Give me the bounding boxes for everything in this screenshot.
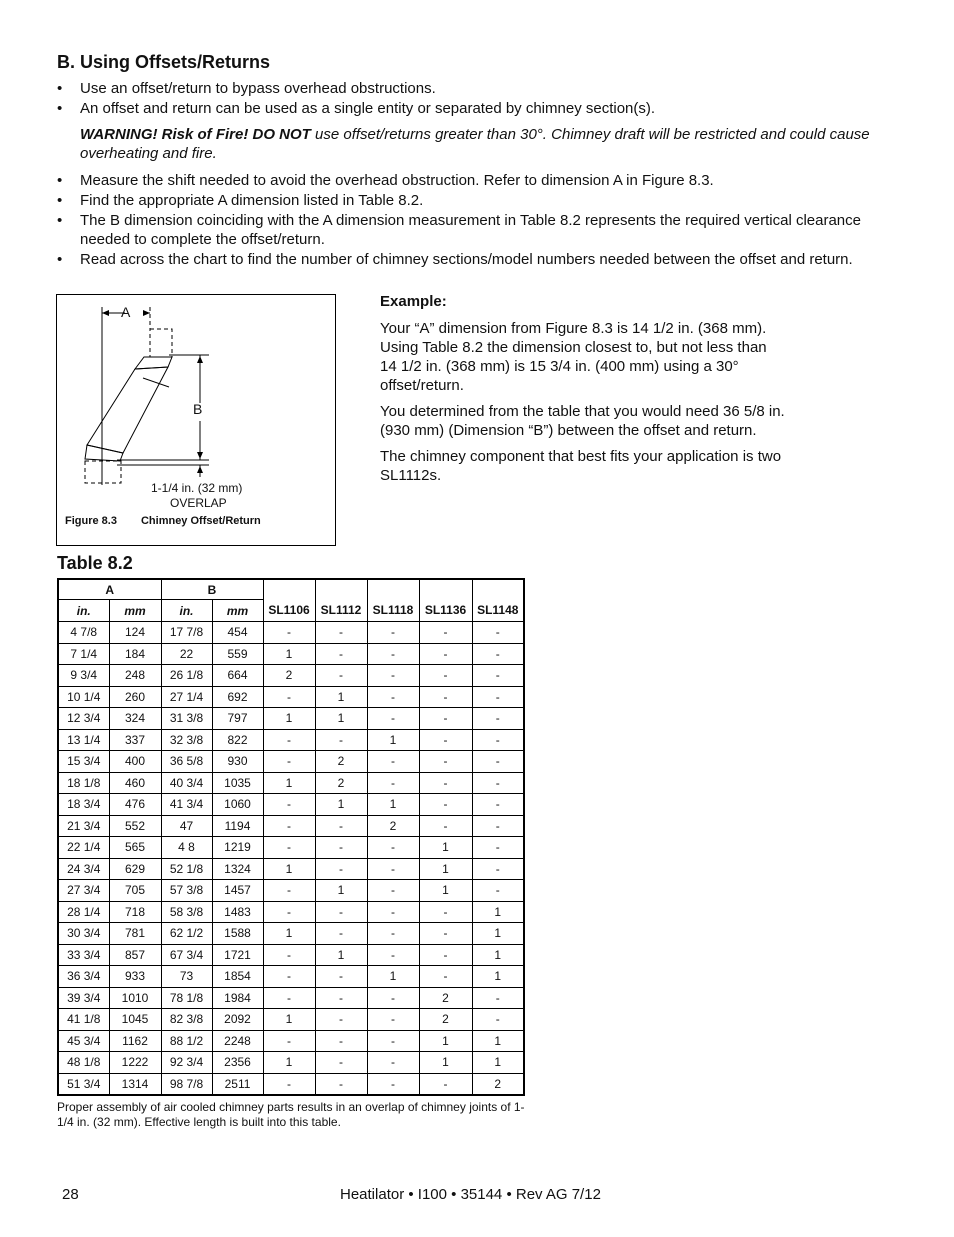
table-cell: 30 3/4: [58, 923, 109, 945]
table-cell: -: [419, 751, 472, 773]
table-cell: -: [263, 751, 315, 773]
warning-text: use offset/returns greater than 30°. Chimney draft will be restricted and could cause overheating and fire.: [80, 126, 870, 162]
table-cell: 24 3/4: [58, 858, 109, 880]
table-cell: -: [367, 1030, 419, 1052]
table-cell: -: [367, 686, 419, 708]
table-cell: 184: [109, 643, 161, 665]
offset-table: [57, 578, 525, 1096]
table-cell: 1162: [109, 1030, 161, 1052]
table-cell: 460: [109, 772, 161, 794]
table-cell: 51 3/4: [58, 1073, 109, 1095]
table-cell: 31 3/8: [161, 708, 212, 730]
table-cell: 124: [109, 622, 161, 644]
table-cell: 1314: [109, 1073, 161, 1095]
table-cell: 718: [109, 901, 161, 923]
table-row: [58, 1030, 524, 1052]
table-cell: 664: [212, 665, 263, 687]
table-cell: -: [367, 987, 419, 1009]
column-header-model: SL1136: [419, 579, 472, 622]
example-block: [380, 292, 785, 492]
table-cell: 1854: [212, 966, 263, 988]
table-cell: 1: [263, 708, 315, 730]
table-cell: 705: [109, 880, 161, 902]
table-cell: 781: [109, 923, 161, 945]
table-cell: -: [419, 1073, 472, 1095]
table-cell: -: [315, 1009, 367, 1031]
column-group-b: B: [161, 579, 263, 600]
table-cell: 1: [419, 858, 472, 880]
table-cell: 1: [315, 686, 367, 708]
table-cell: -: [263, 622, 315, 644]
table-cell: 1: [419, 1052, 472, 1074]
table-cell: 1: [419, 880, 472, 902]
table-cell: -: [472, 708, 524, 730]
section-title: B. Using Offsets/Returns: [57, 52, 271, 72]
table-cell: -: [367, 643, 419, 665]
table-cell: 1: [472, 923, 524, 945]
table-cell: -: [263, 966, 315, 988]
table-note: Proper assembly of air cooled chimney parts results in an overlap of chimney joints of 1-1/4 in. (32 mm). Effective length is built into this table.: [57, 1100, 525, 1129]
bullet-list-bottom: [57, 171, 907, 270]
table-cell: -: [472, 880, 524, 902]
table-cell: 2: [315, 772, 367, 794]
table-cell: 41 1/8: [58, 1009, 109, 1031]
table-cell: 1721: [212, 944, 263, 966]
table-cell: 1: [263, 772, 315, 794]
column-group-a: A: [58, 579, 161, 600]
table-cell: -: [419, 622, 472, 644]
table-cell: -: [263, 794, 315, 816]
table-cell: -: [472, 815, 524, 837]
table-cell: -: [367, 751, 419, 773]
table-row: [58, 665, 524, 687]
table-cell: -: [263, 901, 315, 923]
table-cell: -: [419, 966, 472, 988]
table-cell: 28 1/4: [58, 901, 109, 923]
table-cell: 40 3/4: [161, 772, 212, 794]
table-cell: 454: [212, 622, 263, 644]
table-cell: 9 3/4: [58, 665, 109, 687]
table-cell: -: [315, 923, 367, 945]
table-cell: -: [315, 729, 367, 751]
table-cell: 1483: [212, 901, 263, 923]
table-cell: 1060: [212, 794, 263, 816]
table-cell: 36 5/8: [161, 751, 212, 773]
table-cell: -: [315, 858, 367, 880]
table-cell: 48 1/8: [58, 1052, 109, 1074]
table-row: [58, 772, 524, 794]
table-body: [58, 622, 524, 1096]
table-cell: 1: [472, 966, 524, 988]
table-cell: -: [419, 665, 472, 687]
figure-8-3: [56, 294, 336, 546]
table-row: [58, 1009, 524, 1031]
table-cell: -: [263, 729, 315, 751]
table-cell: -: [367, 944, 419, 966]
table-cell: 18 3/4: [58, 794, 109, 816]
table-cell: 692: [212, 686, 263, 708]
table-cell: -: [419, 794, 472, 816]
figure-number: Figure 8.3: [65, 515, 117, 527]
table-cell: -: [472, 858, 524, 880]
table-cell: 2511: [212, 1073, 263, 1095]
table-cell: 1045: [109, 1009, 161, 1031]
table-cell: -: [367, 665, 419, 687]
bullet-item: • Read across the chart to find the number of chimney sections/model numbers needed between the offset and return.: [57, 250, 907, 269]
table-cell: -: [419, 708, 472, 730]
example-paragraph-2: You determined from the table that you would need 36 5/8 in. (930 mm) (Dimension “B”) between the offset and return.: [380, 403, 785, 439]
table-cell: -: [263, 1073, 315, 1095]
table-cell: 1: [472, 944, 524, 966]
table-cell: -: [367, 1052, 419, 1074]
table-cell: -: [367, 880, 419, 902]
table-cell: 1222: [109, 1052, 161, 1074]
table-cell: 45 3/4: [58, 1030, 109, 1052]
table-cell: 1: [367, 966, 419, 988]
table-cell: 57 3/8: [161, 880, 212, 902]
table-cell: -: [263, 815, 315, 837]
table-cell: 78 1/8: [161, 987, 212, 1009]
table-cell: 52 1/8: [161, 858, 212, 880]
table-cell: -: [315, 622, 367, 644]
table-cell: 857: [109, 944, 161, 966]
table-cell: -: [263, 987, 315, 1009]
table-cell: 82 3/8: [161, 1009, 212, 1031]
table-row: [58, 815, 524, 837]
table-cell: 98 7/8: [161, 1073, 212, 1095]
table-cell: 260: [109, 686, 161, 708]
table-cell: -: [315, 837, 367, 859]
table-cell: -: [315, 901, 367, 923]
column-header-a-in: in.: [58, 600, 109, 622]
table-cell: -: [367, 1009, 419, 1031]
table-cell: 1: [472, 901, 524, 923]
table-cell: 22 1/4: [58, 837, 109, 859]
table-cell: -: [367, 708, 419, 730]
table-cell: 22: [161, 643, 212, 665]
table-cell: 4 8: [161, 837, 212, 859]
table-cell: 17 7/8: [161, 622, 212, 644]
table-row: [58, 923, 524, 945]
table-cell: -: [367, 1073, 419, 1095]
table-cell: 21 3/4: [58, 815, 109, 837]
table-cell: 62 1/2: [161, 923, 212, 945]
table-cell: 400: [109, 751, 161, 773]
table-cell: -: [472, 751, 524, 773]
table-cell: -: [419, 815, 472, 837]
example-heading: Example:: [380, 293, 447, 310]
warning-bold: WARNING! Risk of Fire! DO NOT: [80, 126, 311, 143]
table-cell: -: [315, 1030, 367, 1052]
table-row: [58, 1073, 524, 1095]
table-cell: 2356: [212, 1052, 263, 1074]
table-cell: -: [472, 794, 524, 816]
table-cell: 565: [109, 837, 161, 859]
table-cell: 337: [109, 729, 161, 751]
table-cell: 324: [109, 708, 161, 730]
table-cell: 797: [212, 708, 263, 730]
table-cell: 13 1/4: [58, 729, 109, 751]
table-cell: 1: [419, 837, 472, 859]
table-cell: -: [315, 643, 367, 665]
table-cell: -: [472, 729, 524, 751]
table-cell: -: [472, 665, 524, 687]
table-cell: -: [315, 966, 367, 988]
table-cell: 1: [472, 1030, 524, 1052]
table-cell: 32 3/8: [161, 729, 212, 751]
column-header-model: SL1118: [367, 579, 419, 622]
column-header-b-mm: mm: [212, 600, 263, 622]
table-cell: -: [263, 944, 315, 966]
table-cell: 933: [109, 966, 161, 988]
table-cell: -: [419, 901, 472, 923]
table-cell: -: [419, 944, 472, 966]
bullet-item: • Find the appropriate A dimension listed in Table 8.2.: [57, 191, 907, 210]
dimension-b-label: B: [193, 401, 203, 417]
example-paragraph-1: Your “A” dimension from Figure 8.3 is 14 1/2 in. (368 mm). Using Table 8.2 the dimension closest to, but not less than 14 1/2 in. (368 mm) is 15 3/4 in. (400 mm) using a 30° offset/return.: [380, 320, 767, 394]
table-cell: 33 3/4: [58, 944, 109, 966]
table-cell: -: [472, 643, 524, 665]
table-cell: 15 3/4: [58, 751, 109, 773]
overlap-dimension: 1-1/4 in. (32 mm): [151, 481, 243, 495]
table-cell: 7 1/4: [58, 643, 109, 665]
figure-caption: [65, 515, 261, 527]
table-cell: -: [263, 1030, 315, 1052]
table-cell: -: [315, 1073, 367, 1095]
table-cell: 552: [109, 815, 161, 837]
table-cell: 27 1/4: [161, 686, 212, 708]
column-header-b-in: in.: [161, 600, 212, 622]
table-cell: 1: [315, 944, 367, 966]
table-cell: 2092: [212, 1009, 263, 1031]
table-cell: 1: [263, 1052, 315, 1074]
table-row: [58, 837, 524, 859]
table-cell: -: [367, 923, 419, 945]
table-cell: -: [315, 1052, 367, 1074]
table-cell: 1: [315, 880, 367, 902]
page-number: 28: [62, 1186, 79, 1203]
table-cell: 10 1/4: [58, 686, 109, 708]
overlap-label: OVERLAP: [170, 496, 227, 510]
table-row: [58, 901, 524, 923]
bullet-item: • An offset and return can be used as a single entity or separated by chimney section(s).: [57, 99, 907, 118]
table-cell: -: [472, 837, 524, 859]
column-header-model: SL1148: [472, 579, 524, 622]
table-cell: 1010: [109, 987, 161, 1009]
table-cell: 41 3/4: [161, 794, 212, 816]
table-cell: 1: [472, 1052, 524, 1074]
column-header-a-mm: mm: [109, 600, 161, 622]
table-cell: -: [367, 622, 419, 644]
table-row: [58, 880, 524, 902]
table-cell: -: [419, 643, 472, 665]
table-cell: 1035: [212, 772, 263, 794]
table-cell: 92 3/4: [161, 1052, 212, 1074]
table-cell: 1: [263, 923, 315, 945]
table-cell: 1: [419, 1030, 472, 1052]
table-row: [58, 987, 524, 1009]
table-cell: 1: [263, 1009, 315, 1031]
table-cell: 36 3/4: [58, 966, 109, 988]
table-cell: -: [367, 901, 419, 923]
table-cell: 559: [212, 643, 263, 665]
table-cell: 58 3/8: [161, 901, 212, 923]
table-cell: 47: [161, 815, 212, 837]
table-cell: 2: [263, 665, 315, 687]
table-cell: 2: [367, 815, 419, 837]
table-cell: 822: [212, 729, 263, 751]
table-cell: -: [315, 815, 367, 837]
table-cell: -: [419, 729, 472, 751]
table-cell: 1588: [212, 923, 263, 945]
table-cell: -: [419, 772, 472, 794]
table-cell: -: [263, 686, 315, 708]
table-cell: 1219: [212, 837, 263, 859]
table-row: [58, 751, 524, 773]
bullet-item: • The B dimension coinciding with the A dimension measurement in Table 8.2 represents the required vertical clearance needed to complete the offset/return.: [57, 211, 907, 249]
table-row: [58, 794, 524, 816]
table-cell: 73: [161, 966, 212, 988]
table-cell: 1984: [212, 987, 263, 1009]
table-cell: 1: [367, 729, 419, 751]
table-row: [58, 708, 524, 730]
table-cell: 1: [263, 858, 315, 880]
table-cell: 1457: [212, 880, 263, 902]
table-cell: -: [263, 837, 315, 859]
figure-title: Chimney Offset/Return: [140, 515, 261, 527]
table-cell: 476: [109, 794, 161, 816]
table-cell: 4 7/8: [58, 622, 109, 644]
table-cell: 88 1/2: [161, 1030, 212, 1052]
table-row: [58, 1052, 524, 1074]
table-cell: -: [472, 987, 524, 1009]
table-cell: -: [367, 858, 419, 880]
table-cell: 248: [109, 665, 161, 687]
table-cell: 2: [419, 987, 472, 1009]
table-cell: -: [263, 880, 315, 902]
table-cell: 12 3/4: [58, 708, 109, 730]
table-cell: 26 1/8: [161, 665, 212, 687]
table-cell: 1: [367, 794, 419, 816]
table-cell: 2: [472, 1073, 524, 1095]
table-cell: 930: [212, 751, 263, 773]
table-cell: -: [367, 772, 419, 794]
table-cell: 18 1/8: [58, 772, 109, 794]
table-cell: -: [315, 665, 367, 687]
table-row: [58, 643, 524, 665]
bullet-item: • Measure the shift needed to avoid the overhead obstruction. Refer to dimension A in Figure 8.3.: [57, 171, 907, 190]
table-cell: -: [315, 987, 367, 1009]
example-paragraph-3: The chimney component that best fits your application is two SL1112s.: [380, 448, 782, 484]
table-cell: 67 3/4: [161, 944, 212, 966]
bullet-item: • Use an offset/return to bypass overhead obstructions.: [57, 79, 907, 98]
table-row: [58, 686, 524, 708]
table-cell: -: [419, 923, 472, 945]
table-cell: -: [419, 686, 472, 708]
table-cell: 2248: [212, 1030, 263, 1052]
table-cell: 1: [263, 643, 315, 665]
bullet-list-top: [57, 79, 907, 119]
dimension-a-label: A: [121, 304, 131, 320]
table-row: [58, 944, 524, 966]
table-cell: -: [472, 1009, 524, 1031]
table-cell: 1324: [212, 858, 263, 880]
table-cell: -: [472, 686, 524, 708]
table-cell: -: [472, 772, 524, 794]
table-cell: -: [367, 837, 419, 859]
column-header-model: SL1112: [315, 579, 367, 622]
document-info: Heatilator • I100 • 35144 • Rev AG 7/12: [340, 1186, 601, 1203]
table-cell: 2: [419, 1009, 472, 1031]
column-header-model: SL1106: [263, 579, 315, 622]
table-cell: 2: [315, 751, 367, 773]
table-row: [58, 858, 524, 880]
table-cell: 1: [315, 794, 367, 816]
table-cell: -: [472, 622, 524, 644]
table-cell: 1194: [212, 815, 263, 837]
table-cell: 629: [109, 858, 161, 880]
table-cell: 39 3/4: [58, 987, 109, 1009]
table-row: [58, 622, 524, 644]
table-title: Table 8.2: [57, 553, 133, 573]
table-cell: 27 3/4: [58, 880, 109, 902]
fire-warning: [80, 125, 910, 163]
table-row: [58, 729, 524, 751]
table-cell: 1: [315, 708, 367, 730]
table-row: [58, 966, 524, 988]
